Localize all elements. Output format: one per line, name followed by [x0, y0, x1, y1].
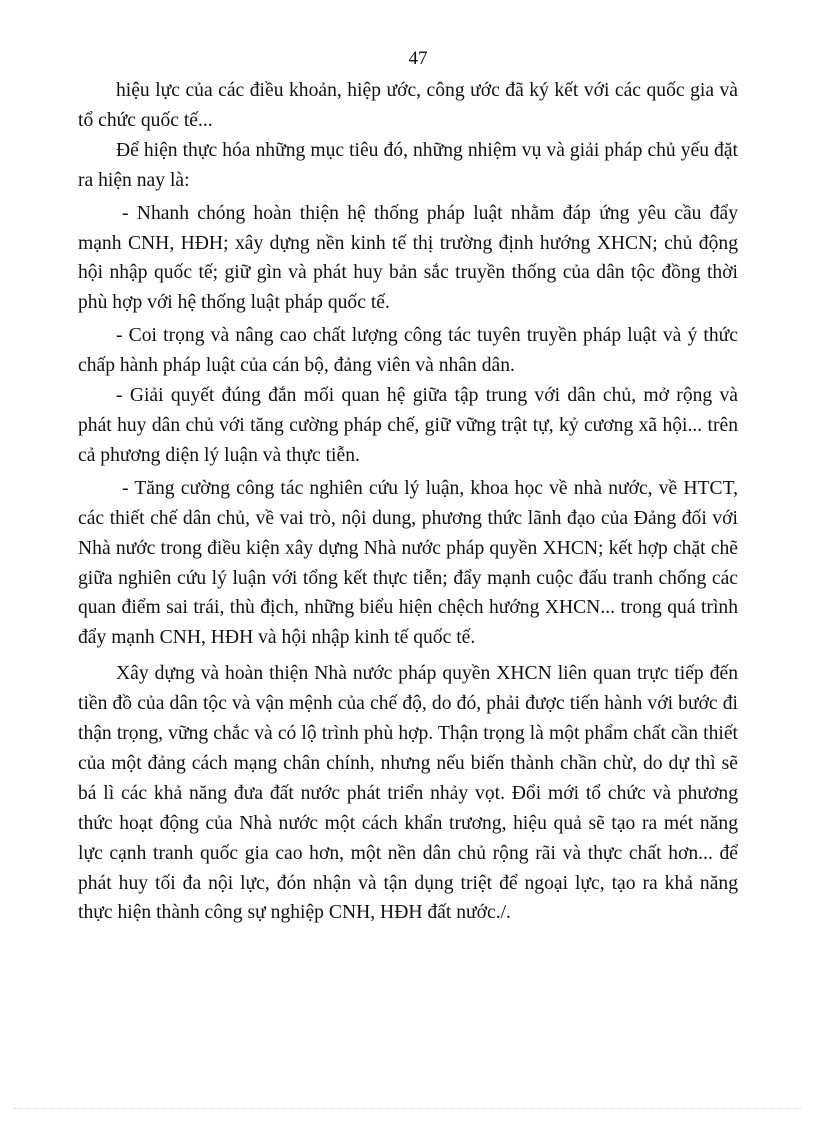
page-number: 47 [408, 48, 428, 69]
paragraph-task-legal-system: - Nhanh chóng hoàn thiện hệ thống pháp luật nhằm đáp ứng yêu cầu đẩy mạnh CNH, HĐH; xây dựng nền kinh tế thị trường định hướng XHCN; chủ động hội nhập quốc tế; giữ gìn và phát huy bản sắc truyền thống của dân tộc đồng thời phù hợp với hệ thống luật pháp quốc tế. [78, 202, 738, 314]
page-bottom-divider [14, 1108, 802, 1109]
paragraph-task-democracy: - Giải quyết đúng đắn mối quan hệ giữa tập trung với dân chủ, mở rộng và phát huy dân chủ với tăng cường pháp chế, giữ vững trật tự, kỷ cương xã hội... trên cả phương diện lý luận và thực tiễn. [78, 385, 738, 466]
paragraph-intro-continuation: hiệu lực của các điều khoản, hiệp ước, công ước đã ký kết với các quốc gia và tổ chức quốc tế... [78, 80, 738, 131]
paragraph-task-research: - Tăng cường công tác nghiên cứu lý luận, khoa học về nhà nước, về HTCT, các thiết chế dân chủ, về vai trò, nội dung, phương thức lãnh đạo của Đảng đối với Nhà nước trong điều kiện xây dựng Nhà nước pháp quyền XHCN; kết hợp chặt chẽ giữa nghiên cứu lý luận với tổng kết thực tiễn; đẩy mạnh cuộc đấu tranh chống các quan điểm sai trái, thù địch, những biểu hiện chệch hướng XHCN... trong quá trình đẩy mạnh CNH, HĐH và hội nhập kinh tế quốc tế. [78, 477, 738, 649]
paragraph-task-legal-awareness: - Coi trọng và nâng cao chất lượng công tác tuyên truyền pháp luật và ý thức chấp hành pháp luật của cán bộ, đảng viên và nhân dân. [78, 325, 738, 377]
paragraph-tasks-intro: Để hiện thực hóa những mục tiêu đó, những nhiệm vụ và giải pháp chủ yếu đặt ra hiện nay là: [78, 139, 738, 191]
document-body [78, 76, 738, 928]
paragraph-conclusion: Xây dựng và hoàn thiện Nhà nước pháp quyền XHCN liên quan trực tiếp đến tiền đồ của dân tộc và vận mệnh của chế độ, do đó, phải được tiến hành với bước đi thận trọng, vững chắc và có lộ trình phù hợp. Thận trọng là một phẩm chất cần thiết của một đảng cách mạng chân chính, nhưng nếu biến thành chần chừ, do dự thì sẽ bá lì các khả năng đưa đất nước phát triển nhảy vọt. Đổi mới tổ chức và phương thức hoạt động của Nhà nước một cách khẩn trương, hiệu quả sẽ tạo ra mét năng lực cạnh tranh quốc gia cao hơn, một nền dân chủ rộng rãi và thực chất hơn... để phát huy tối đa nội lực, đón nhận và tận dụng triệt để ngoại lực, tạo ra khả năng thực hiện thành công sự nghiệp CNH, HĐH đất nước./. [78, 663, 738, 924]
